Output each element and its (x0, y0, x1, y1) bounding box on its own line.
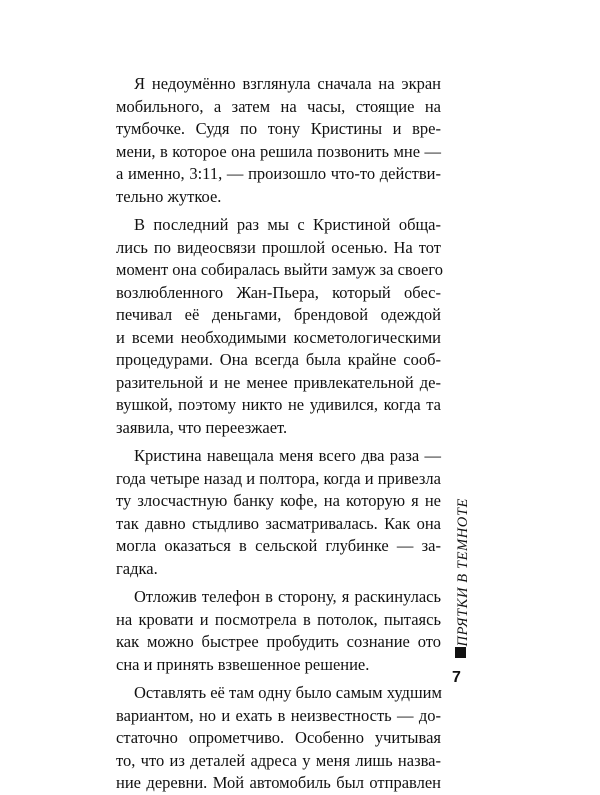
text-line: могла оказаться в сельской глубинке — за- (116, 536, 441, 555)
text-line: заявила, что переезжает. (116, 417, 288, 437)
text-line: гадка. (116, 558, 158, 578)
paragraph (116, 682, 441, 795)
text-line: Оставлять её там одну было самым худшим (134, 683, 442, 702)
running-head-title: ПРЯТКИ В ТЕМНОТЕ (455, 498, 471, 647)
text-line: Я недоумённо взглянула сначала на экран (134, 74, 441, 93)
text-line: на кровати и посмотрела в потолок, пытаясь (116, 609, 441, 629)
text-line: а именно, 3:11, — произошло что-то действи- (116, 164, 441, 183)
paragraph (116, 214, 441, 439)
text-line: печивал её деньгами, брендовой одеждой (116, 305, 441, 324)
text-line: тумбочке. Судя по тону Кристины и вре- (116, 119, 441, 138)
text-line: мобильного, а затем на часы, стоящие на (116, 96, 441, 116)
text-line: лись по видеосвязи прошлой осенью. На тот (116, 237, 441, 257)
text-line: так давно стыдливо засматривалась. Как она (116, 513, 441, 533)
text-line: вариантом, но и ехать в неизвестность — до- (116, 705, 441, 725)
text-line: Кристина навещала меня всего два раза — (134, 446, 441, 465)
paragraph (116, 445, 441, 580)
text-line: Отложив телефон в сторону, я раскинулась (134, 587, 441, 606)
text-line: возлюбленного Жан-Пьера, который обес- (116, 282, 441, 302)
text-line: ту злосчастную банку кофе, на которую я не (116, 491, 441, 510)
text-line: ние деревни. Мой автомобиль был отправлен (116, 773, 441, 792)
text-line: мени, в которое она решила позвонить мне — (116, 141, 441, 161)
running-head (451, 498, 476, 648)
text-line: вушкой, поэтому никто не удивился, когда та (116, 395, 441, 414)
text-line: то, что из деталей адреса у меня лишь назва- (116, 750, 441, 770)
page-number: 7 (452, 669, 461, 686)
text-line: как можно быстрее пробудить сознание ото (116, 632, 441, 651)
text-line: момент она собиралась выйти замуж за своего (116, 260, 443, 279)
square-marker-icon (455, 647, 466, 658)
text-line: сна и принять взвешенное решение. (116, 654, 370, 674)
text-line: тельно жуткое. (116, 186, 222, 206)
paragraph (116, 73, 441, 208)
text-line: и всеми необходимыми косметологическими (116, 327, 441, 347)
text-line: В последний раз мы с Кристиной обща- (134, 215, 441, 234)
body-text (116, 73, 441, 795)
text-line: процедурами. Она всегда была крайне сооб- (116, 350, 441, 369)
text-line: статочно опрометчиво. Особенно учитывая (116, 728, 441, 747)
text-line: разительной и не менее привлекательной де- (116, 372, 441, 392)
paragraph (116, 586, 441, 676)
text-line: года четыре назад и полтора, когда и привезла (116, 468, 441, 488)
